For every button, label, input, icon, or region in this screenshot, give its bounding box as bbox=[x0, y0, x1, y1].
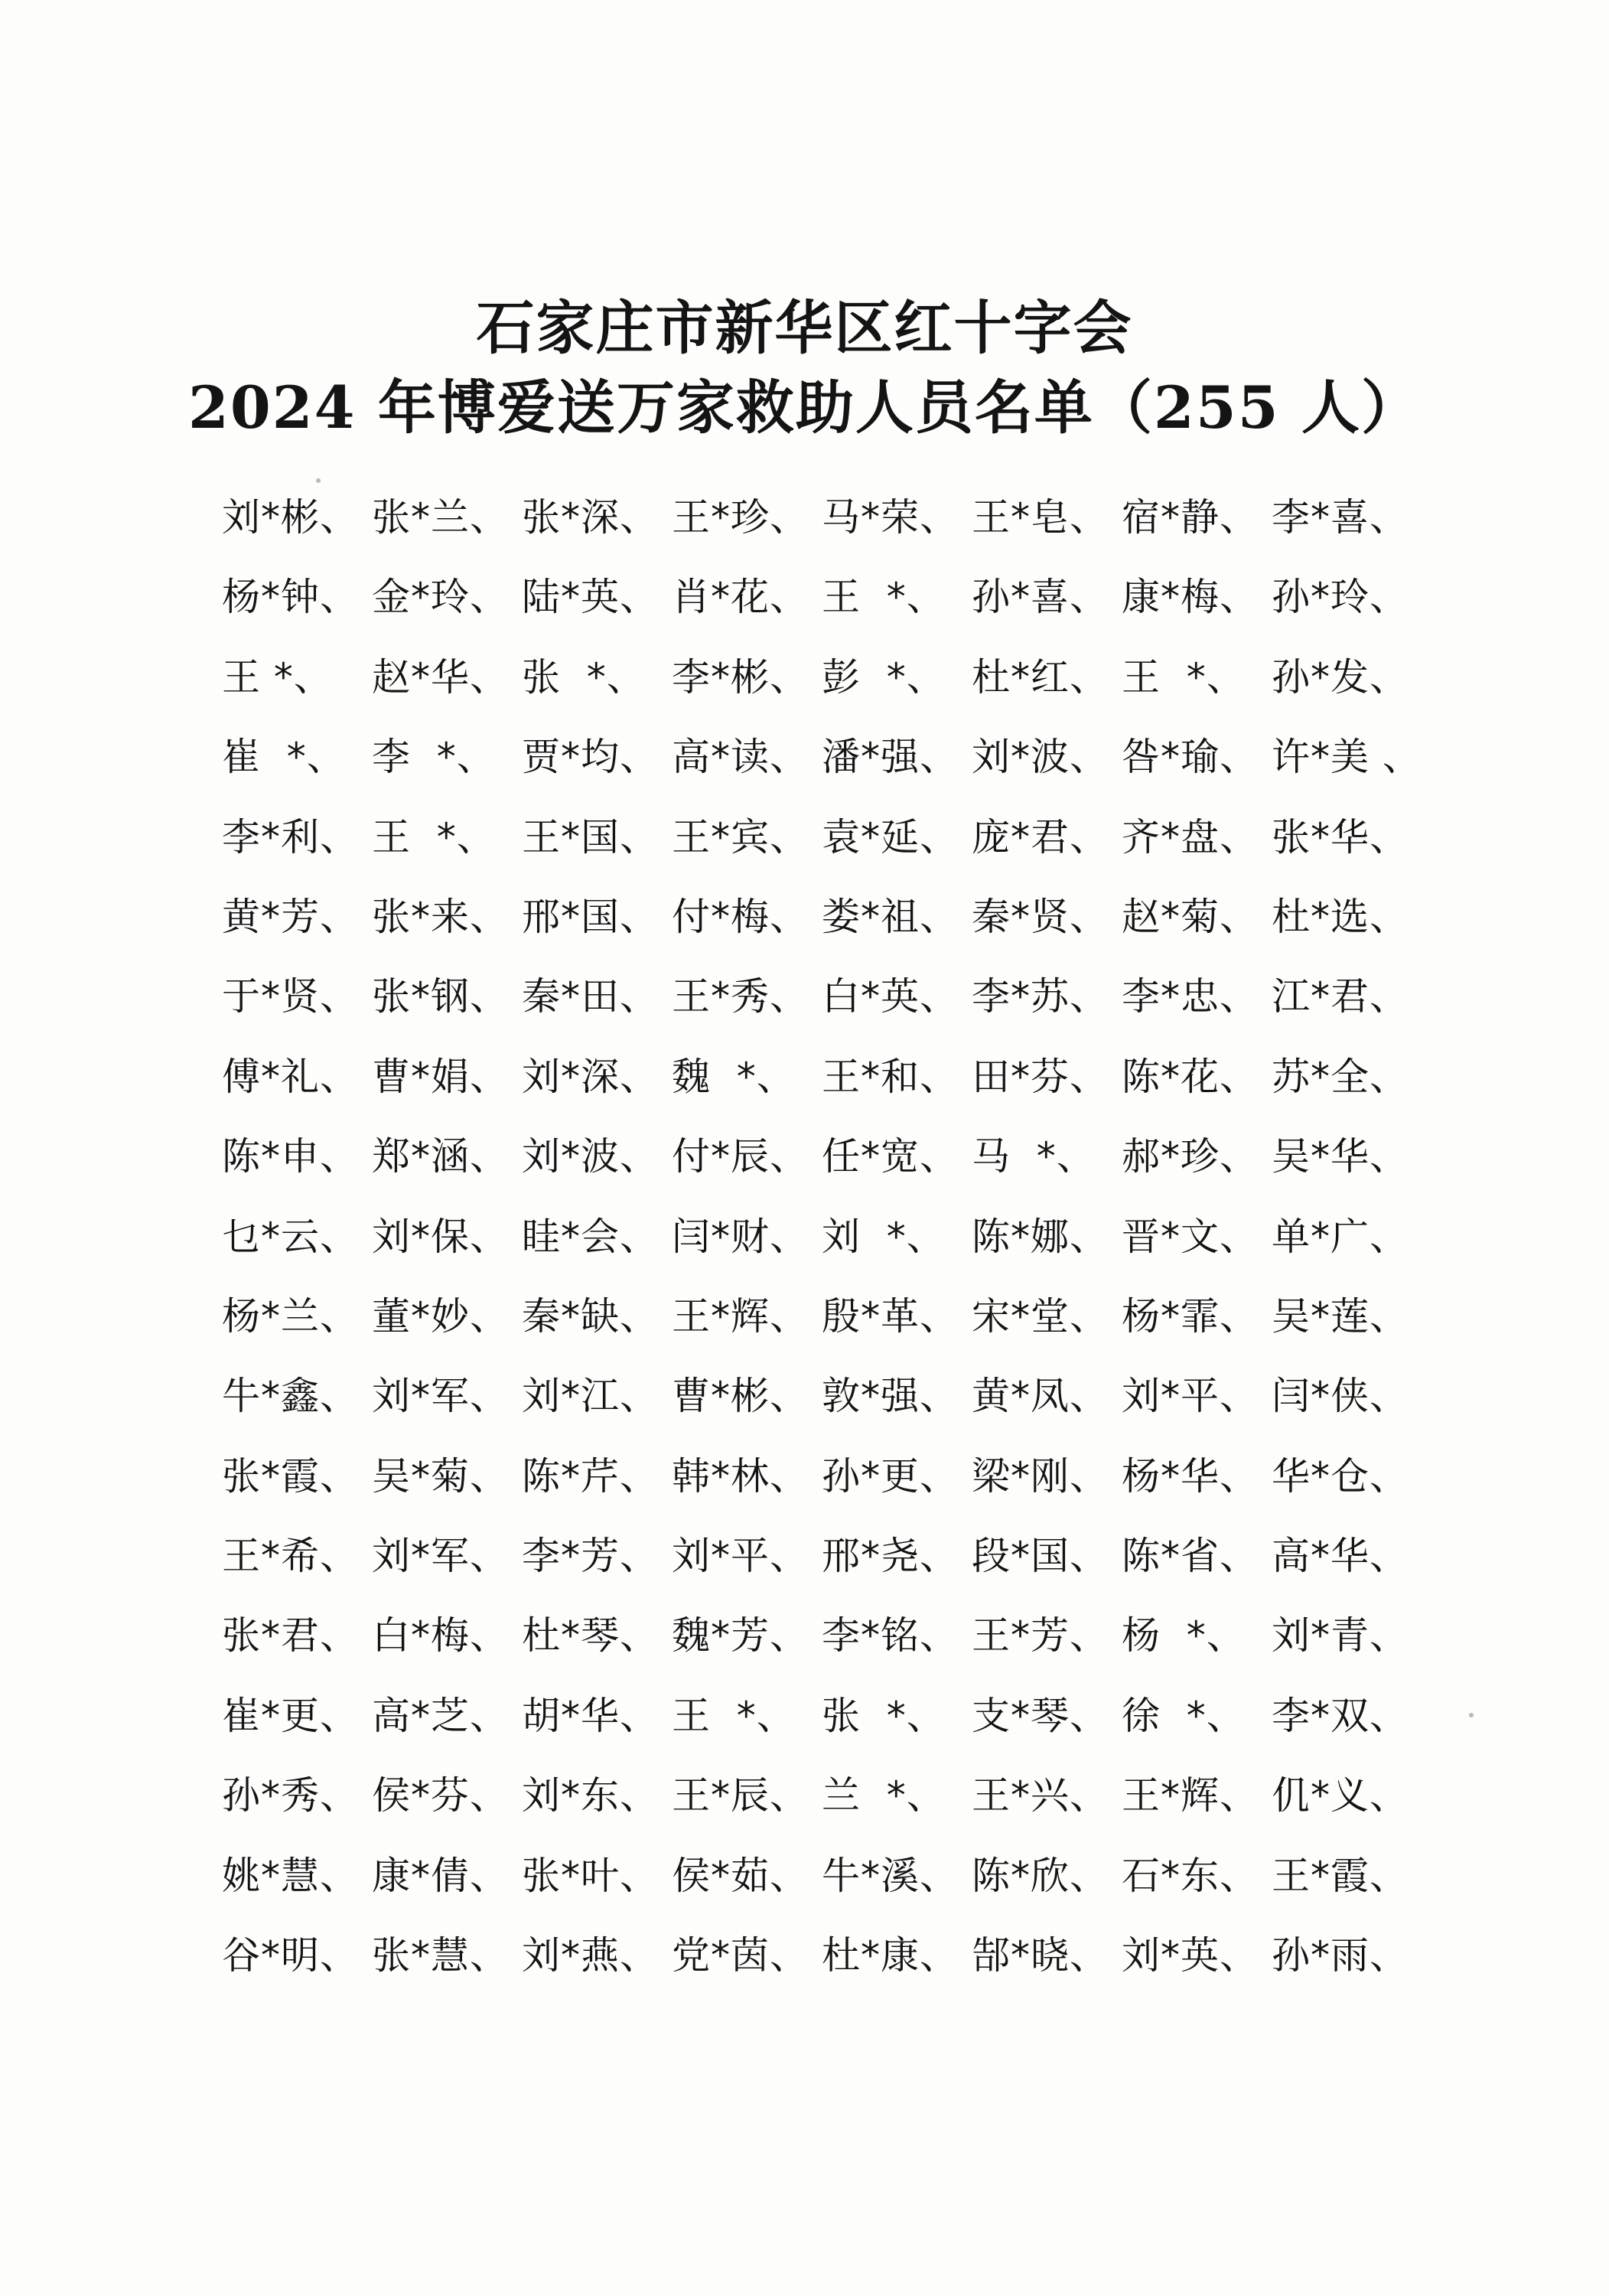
name-entry: 侯*茹、 bbox=[672, 1853, 809, 1898]
name-entry: 王*宾、 bbox=[672, 814, 809, 859]
name-entry: 单*广、 bbox=[1272, 1214, 1409, 1259]
name-entry: 黄*凤、 bbox=[972, 1374, 1109, 1419]
name-entry: 段*国、 bbox=[972, 1534, 1109, 1579]
name-entry: 傅*礼、 bbox=[222, 1054, 359, 1099]
name-entry: 华*仓、 bbox=[1272, 1453, 1409, 1499]
document-subtitle: 2024 年博爱送万家救助人员名单（255 人） bbox=[187, 373, 1422, 442]
name-entry: 王*兴、 bbox=[972, 1773, 1109, 1818]
name-row bbox=[222, 1449, 1423, 1528]
name-entry: 杜*红、 bbox=[972, 654, 1109, 700]
name-entry: 赵*菊、 bbox=[1122, 894, 1259, 939]
name-entry: 敦*强、 bbox=[822, 1374, 959, 1419]
name-entry: 白*梅、 bbox=[372, 1613, 509, 1658]
name-entry: 张*来、 bbox=[372, 894, 509, 939]
name-row bbox=[222, 1049, 1423, 1129]
name-entry: 刘*江、 bbox=[522, 1374, 659, 1419]
name-entry: 王*皂、 bbox=[972, 495, 1109, 540]
name-row bbox=[222, 490, 1423, 569]
name-entry: 刘*保、 bbox=[372, 1214, 509, 1259]
name-row bbox=[222, 1289, 1423, 1368]
name-entry: 乜*云、 bbox=[222, 1214, 359, 1259]
name-entry: 吴*菊、 bbox=[372, 1453, 509, 1499]
name-entry: 任*宽、 bbox=[822, 1134, 959, 1179]
name-row bbox=[222, 969, 1423, 1049]
name-row bbox=[222, 1528, 1423, 1608]
name-entry: 于*贤、 bbox=[222, 974, 359, 1019]
name-entry: 石*东、 bbox=[1122, 1853, 1259, 1898]
name-entry: 刘*平、 bbox=[1122, 1374, 1259, 1419]
name-row bbox=[222, 650, 1423, 729]
name-entry: 陈*申、 bbox=[222, 1134, 359, 1179]
name-entry: 刘*深、 bbox=[522, 1054, 659, 1099]
name-entry: 金*玲、 bbox=[372, 575, 509, 620]
name-entry: 李*苏、 bbox=[972, 974, 1109, 1019]
name-entry: 张*慧、 bbox=[372, 1933, 509, 1978]
name-entry: 姚*慧、 bbox=[222, 1853, 359, 1898]
name-entry: 陆*英、 bbox=[522, 575, 659, 620]
name-entry: 王 *、 bbox=[1122, 654, 1246, 700]
name-row bbox=[222, 569, 1423, 649]
name-entry: 刘*波、 bbox=[522, 1134, 659, 1179]
name-entry: 张*钢、 bbox=[372, 974, 509, 1019]
name-entry: 王 *、 bbox=[372, 814, 496, 859]
name-entry: 孙*玲、 bbox=[1272, 575, 1409, 620]
name-entry: 陈*芹、 bbox=[522, 1453, 659, 1499]
name-entry: 陈*娜、 bbox=[972, 1214, 1109, 1259]
name-entry: 宿*静、 bbox=[1122, 495, 1259, 540]
name-entry: 白*英、 bbox=[822, 974, 959, 1019]
name-entry: 肖*花、 bbox=[672, 575, 809, 620]
name-entry: 王*辉、 bbox=[672, 1293, 809, 1339]
name-entry: 潘*强、 bbox=[822, 735, 959, 780]
name-entry: 王 *、 bbox=[222, 654, 333, 700]
name-entry: 刘*东、 bbox=[522, 1773, 659, 1818]
name-entry: 杜*选、 bbox=[1272, 894, 1409, 939]
name-entry: 陈*花、 bbox=[1122, 1054, 1259, 1099]
name-entry: 魏*芳、 bbox=[672, 1613, 809, 1658]
name-entry: 王*秀、 bbox=[672, 974, 809, 1019]
name-entry: 王 *、 bbox=[672, 1693, 796, 1738]
name-row bbox=[222, 810, 1423, 889]
name-entry: 张 *、 bbox=[522, 654, 646, 700]
name-entry: 秦*贤、 bbox=[972, 894, 1109, 939]
name-entry: 侯*芬、 bbox=[372, 1773, 509, 1818]
name-entry: 刘*平、 bbox=[672, 1534, 809, 1579]
name-entry: 康*倩、 bbox=[372, 1853, 509, 1898]
name-entry: 张 *、 bbox=[822, 1693, 946, 1738]
name-entry: 谷*明、 bbox=[222, 1933, 359, 1978]
name-entry: 孙*喜、 bbox=[972, 575, 1109, 620]
name-entry: 刘*燕、 bbox=[522, 1933, 659, 1978]
name-entry: 党*茵、 bbox=[672, 1933, 809, 1978]
name-entry: 付*梅、 bbox=[672, 894, 809, 939]
name-entry: 马 *、 bbox=[972, 1134, 1096, 1179]
name-entry: 崔*更、 bbox=[222, 1693, 359, 1738]
name-entry: 秦*田、 bbox=[522, 974, 659, 1019]
name-entry: 张*霞、 bbox=[222, 1453, 359, 1499]
name-entry: 咎*瑜、 bbox=[1122, 735, 1259, 780]
name-entry: 李*芳、 bbox=[522, 1534, 659, 1579]
name-entry: 杨*钟、 bbox=[222, 575, 359, 620]
name-entry: 韩*林、 bbox=[672, 1453, 809, 1499]
name-entry: 秦*缺、 bbox=[522, 1293, 659, 1339]
name-entry: 马*荣、 bbox=[822, 495, 959, 540]
name-entry: 郝*珍、 bbox=[1122, 1134, 1259, 1179]
name-row bbox=[222, 1928, 1423, 2007]
name-entry: 娄*祖、 bbox=[822, 894, 959, 939]
name-entry: 刘*军、 bbox=[372, 1374, 509, 1419]
name-entry: 张*君、 bbox=[222, 1613, 359, 1658]
name-entry: 刘*彬、 bbox=[222, 495, 359, 540]
name-entry: 孙*发、 bbox=[1272, 654, 1409, 700]
name-entry: 闫*财、 bbox=[672, 1214, 809, 1259]
name-entry: 王*芳、 bbox=[972, 1613, 1109, 1658]
name-entry: 王 *、 bbox=[822, 575, 946, 620]
name-entry: 高*读、 bbox=[672, 735, 809, 780]
name-row bbox=[222, 1768, 1423, 1848]
name-entry: 王*珍、 bbox=[672, 495, 809, 540]
name-entry: 陈*欣、 bbox=[972, 1853, 1109, 1898]
name-entry: 晋*文、 bbox=[1122, 1214, 1259, 1259]
name-entry: 许*美 、 bbox=[1272, 735, 1422, 780]
name-entry: 刘 *、 bbox=[822, 1214, 946, 1259]
name-entry: 胡*华、 bbox=[522, 1693, 659, 1738]
name-entry: 刘*英、 bbox=[1122, 1933, 1259, 1978]
name-entry: 李*铭、 bbox=[822, 1613, 959, 1658]
name-entry: 宋*堂、 bbox=[972, 1293, 1109, 1339]
name-entry: 孙*雨、 bbox=[1272, 1933, 1409, 1978]
name-entry: 郜*晓、 bbox=[972, 1933, 1109, 1978]
name-row bbox=[222, 1209, 1423, 1289]
name-entry: 刘*军、 bbox=[372, 1534, 509, 1579]
name-entry: 孙*更、 bbox=[822, 1453, 959, 1499]
name-entry: 王*国、 bbox=[522, 814, 659, 859]
name-entry: 李*彬、 bbox=[672, 654, 809, 700]
name-entry: 仉*义、 bbox=[1272, 1773, 1409, 1818]
name-entry: 刘*青、 bbox=[1272, 1613, 1409, 1658]
name-entry: 崔 *、 bbox=[222, 735, 346, 780]
name-row bbox=[222, 889, 1423, 969]
name-entry: 眭*会、 bbox=[522, 1214, 659, 1259]
document-title: 石家庄市新华区红十字会 bbox=[476, 294, 1133, 362]
name-entry: 江*君、 bbox=[1272, 974, 1409, 1019]
scan-speck bbox=[1469, 1713, 1474, 1717]
name-entry: 邢*尧、 bbox=[822, 1534, 959, 1579]
name-entry: 梁*刚、 bbox=[972, 1453, 1109, 1499]
name-entry: 吴*华、 bbox=[1272, 1134, 1409, 1179]
name-entry: 付*辰、 bbox=[672, 1134, 809, 1179]
name-entry: 杜*康、 bbox=[822, 1933, 959, 1978]
name-row bbox=[222, 1129, 1423, 1208]
name-entry: 陈*省、 bbox=[1122, 1534, 1259, 1579]
name-entry: 曹*彬、 bbox=[672, 1374, 809, 1419]
name-entry: 赵*华、 bbox=[372, 654, 509, 700]
name-entry: 吴*莲、 bbox=[1272, 1293, 1409, 1339]
name-entry: 兰 *、 bbox=[822, 1773, 946, 1818]
name-entry: 齐*盘、 bbox=[1122, 814, 1259, 859]
name-entry: 邢*国、 bbox=[522, 894, 659, 939]
name-entry: 黄*芳、 bbox=[222, 894, 359, 939]
name-entry: 王*辰、 bbox=[672, 1773, 809, 1818]
scan-speck bbox=[316, 478, 321, 483]
name-entry: 孙*秀、 bbox=[222, 1773, 359, 1818]
name-entry: 牛*溪、 bbox=[822, 1853, 959, 1898]
name-row bbox=[222, 1368, 1423, 1448]
name-row bbox=[222, 1848, 1423, 1928]
name-entry: 杨*霏、 bbox=[1122, 1293, 1259, 1339]
name-entry: 李 *、 bbox=[372, 735, 496, 780]
name-entry: 高*芝、 bbox=[372, 1693, 509, 1738]
name-entry: 刘*波、 bbox=[972, 735, 1109, 780]
name-entry: 田*芬、 bbox=[972, 1054, 1109, 1099]
name-entry: 张*华、 bbox=[1272, 814, 1409, 859]
name-entry: 郑*涵、 bbox=[372, 1134, 509, 1179]
name-entry: 杨*兰、 bbox=[222, 1293, 359, 1339]
name-entry: 王*希、 bbox=[222, 1534, 359, 1579]
name-entry: 杜*琴、 bbox=[522, 1613, 659, 1658]
name-entry: 杨*华、 bbox=[1122, 1453, 1259, 1499]
name-entry: 闫*侠、 bbox=[1272, 1374, 1409, 1419]
name-entry: 杨 *、 bbox=[1122, 1613, 1246, 1658]
name-entry: 李*双、 bbox=[1272, 1693, 1409, 1738]
name-entry: 魏 *、 bbox=[672, 1054, 796, 1099]
name-entry: 王*和、 bbox=[822, 1054, 959, 1099]
name-entry: 贾*均、 bbox=[522, 735, 659, 780]
name-entry: 支*琴、 bbox=[972, 1693, 1109, 1738]
name-entry: 徐 *、 bbox=[1122, 1693, 1246, 1738]
name-entry: 牛*鑫、 bbox=[222, 1374, 359, 1419]
name-entry: 李*喜、 bbox=[1272, 495, 1409, 540]
name-entry: 殷*革、 bbox=[822, 1293, 959, 1339]
names-list bbox=[222, 490, 1423, 2007]
name-entry: 王*霞、 bbox=[1272, 1853, 1409, 1898]
name-entry: 张*兰、 bbox=[372, 495, 509, 540]
name-entry: 王*辉、 bbox=[1122, 1773, 1259, 1818]
name-entry: 李*利、 bbox=[222, 814, 359, 859]
name-row bbox=[222, 1688, 1423, 1768]
name-entry: 张*深、 bbox=[522, 495, 659, 540]
name-entry: 康*梅、 bbox=[1122, 575, 1259, 620]
name-entry: 张*叶、 bbox=[522, 1853, 659, 1898]
name-entry: 高*华、 bbox=[1272, 1534, 1409, 1579]
name-entry: 庞*君、 bbox=[972, 814, 1109, 859]
name-entry: 曹*娟、 bbox=[372, 1054, 509, 1099]
name-entry: 彭 *、 bbox=[822, 654, 946, 700]
name-entry: 袁*延、 bbox=[822, 814, 959, 859]
name-entry: 李*忠、 bbox=[1122, 974, 1259, 1019]
name-entry: 董*妙、 bbox=[372, 1293, 509, 1339]
name-entry: 苏*全、 bbox=[1272, 1054, 1409, 1099]
name-row bbox=[222, 1608, 1423, 1688]
name-row bbox=[222, 729, 1423, 809]
